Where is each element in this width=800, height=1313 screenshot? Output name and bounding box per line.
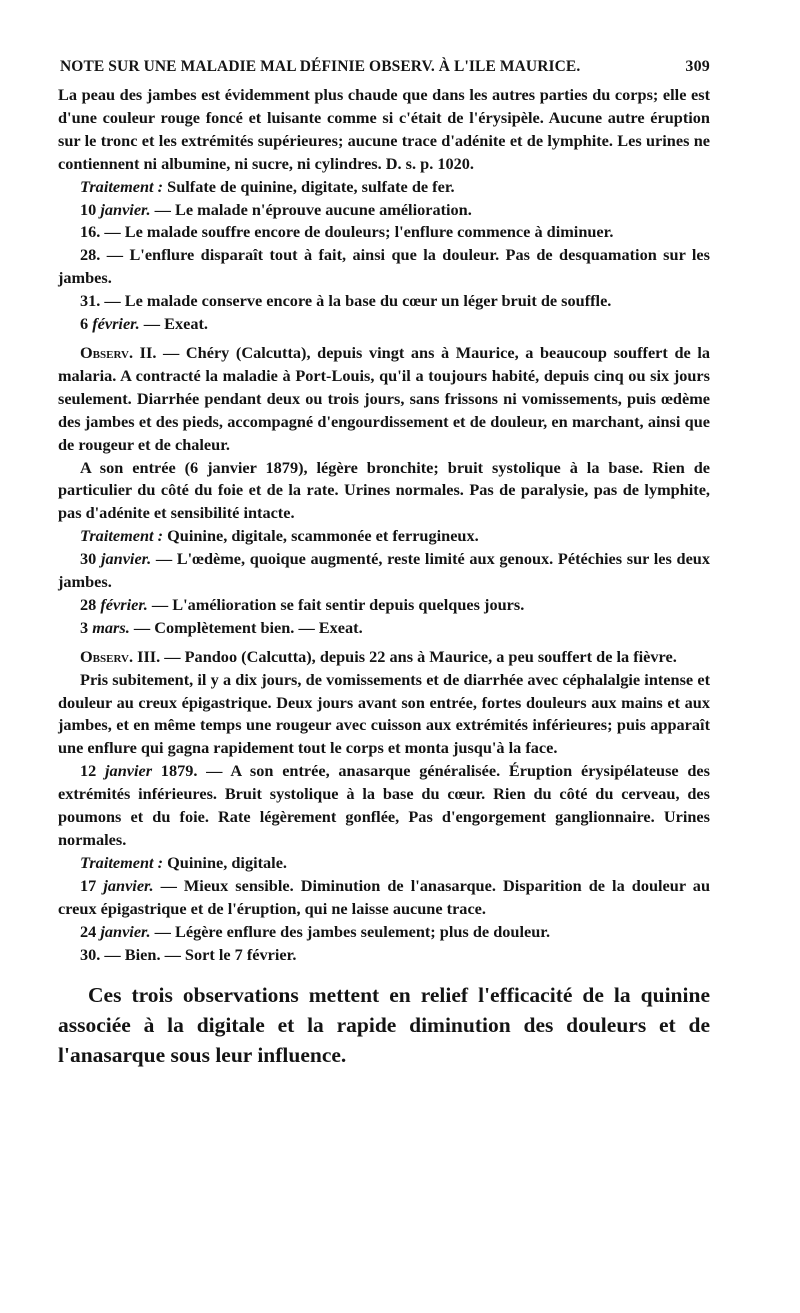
- paragraph-p4: [58, 221, 710, 244]
- page: [58, 58, 710, 1092]
- text-run: 24: [80, 921, 101, 941]
- text-run: — L'œdème, quoique augmenté, reste limité aux genoux. Pétéchies sur les deux jambes.: [58, 549, 711, 592]
- text-run: — Mieux sensible. Diminution de l'anasarque. Disparition de la douleur au creux épigastrique et de l'éruption, qui ne laisse aucune trace.: [58, 875, 710, 918]
- paragraph-p2: [58, 176, 710, 199]
- text-run: 30: [80, 549, 101, 569]
- text-run: 16. — Le malade souffre encore de douleurs; l'enflure commence à diminuer.: [80, 222, 614, 242]
- italic-text: janvier.: [103, 875, 154, 895]
- paragraph-p14: [58, 646, 710, 669]
- conclusion-paragraph: Ces trois observations mettent en relief l'efficacité de la quinine associée à la digitale et la rapide diminution des douleurs et de l'anasarque sous leur influence.: [58, 983, 710, 1068]
- italic-text: février.: [100, 594, 148, 614]
- paragraph-p7: [58, 313, 710, 336]
- text-run: 10: [80, 199, 101, 219]
- text-run: 31. — Le malade conserve encore à la base du cœur un léger bruit de souffle.: [80, 291, 612, 311]
- paragraph-p20: [58, 944, 710, 967]
- text-run: La peau des jambes est évidemment plus chaude que dans les autres parties du corps; elle est d'une couleur rouge foncé et luisante comme si c'était de l'érysipèle. Aucune autre éruption sur le tronc et les extrémités supérieures; aucune trace d'adénite et de lymphite. Les urines ne contiennent ni albumine, ni sucre, ni cylindres. D. s. p. 1020.: [58, 85, 710, 173]
- italic-text: mars.: [92, 617, 130, 637]
- italic-text: février.: [92, 314, 140, 334]
- text-run: — Légère enflure des jambes seulement; plus de douleur.: [150, 921, 551, 941]
- text-run: 30. — Bien. — Sort le 7 février.: [80, 944, 297, 964]
- italic-text: janvier: [105, 761, 153, 781]
- text-run: — Le malade n'éprouve aucune amélioration.: [150, 199, 472, 219]
- text-run: 3: [80, 617, 93, 637]
- text-run: 6: [80, 314, 93, 334]
- paragraph-p15: [58, 669, 710, 761]
- italic-text: Traitement :: [80, 526, 164, 546]
- italic-text: Traitement :: [80, 176, 164, 196]
- text-run: 28. — L'enflure disparaît tout à fait, ainsi que la douleur. Pas de desquamation sur les jambes.: [58, 245, 710, 288]
- text-run: A son entrée (6 janvier 1879), légère bronchite; bruit systolique à la base. Rien de particulier du côté du foie et de la rate. Urines normales. Pas de paralysie, pas de lymphite, pas d'adénite et sensibilité intacte.: [58, 457, 710, 523]
- paragraph-p5: [58, 244, 710, 290]
- paragraph-p12: [58, 594, 710, 617]
- italic-text: janvier.: [100, 199, 151, 219]
- text-run: Sulfate de quinine, digitate, sulfate de fer.: [163, 176, 455, 196]
- text-run: III. — Pandoo (Calcutta), depuis 22 ans à Maurice, a peu souffert de la fièvre.: [133, 646, 677, 666]
- text-run: 1879. — A son entrée, anasarque généralisée. Éruption érysipélateuse des extrémités inférieures. Bruit systolique à la base du cœur. Rien du côté du cerveau, des poumons et du foie. Rate légèrement gonflée, Pas d'engorgement ganglionnaire. Urines normales.: [58, 761, 710, 849]
- paragraph-p18: [58, 875, 710, 921]
- paragraph-p13: [58, 617, 710, 640]
- page-number: 309: [685, 58, 710, 75]
- paragraph-p3: [58, 199, 710, 222]
- paragraph-p10: [58, 525, 710, 548]
- running-head: [60, 58, 710, 76]
- text-run: Quinine, digitale, scammonée et ferrugineux.: [163, 526, 479, 546]
- text-run: — Complètement bien. — Exeat.: [129, 617, 363, 637]
- text-run: — Exeat.: [139, 314, 208, 334]
- paragraph-p9: [58, 457, 710, 526]
- text-run: Quinine, digitale.: [163, 852, 288, 872]
- paragraph-p8: [58, 342, 710, 457]
- text-run: — L'amélioration se fait sentir depuis quelques jours.: [147, 594, 525, 614]
- paragraph-p11: [58, 548, 710, 594]
- italic-text: janvier.: [100, 921, 151, 941]
- paragraph-p17: [58, 852, 710, 875]
- small-caps-text: Observ.: [80, 342, 134, 362]
- paragraph-p1: [58, 84, 710, 176]
- paragraph-p6: [58, 290, 710, 313]
- text-run: II. — Chéry (Calcutta), depuis vingt ans à Maurice, a beaucoup souffert de la malaria. A contracté la maladie à Port-Louis, qu'il a toujours habité, depuis cinq ou six jours seulement. Diarrhée pendant deux ou trois jours, sans frissons ni vomissements, puis œdème des jambes et des pieds, accompagné d'engourdissement et de douleur, en marchant, ainsi que de rougeur et de chaleur.: [58, 342, 710, 454]
- text-run: Pris subitement, il y a dix jours, de vomissements et de diarrhée avec céphalalgie intense et douleur au creux épigastrique. Deux jours avant son entrée, fortes douleurs aux mains et aux jambes, et en même temps une rougeur avec cuisson aux extrémités inférieures; puis apparaît une enflure qui gagna rapidement tout le corps et monta jusqu'à la face.: [58, 669, 710, 758]
- italic-text: janvier.: [100, 549, 152, 569]
- text-run: 17: [80, 875, 104, 895]
- text-run: 12: [80, 761, 106, 781]
- text-run: 28: [80, 594, 101, 614]
- paragraph-p16: [58, 760, 710, 852]
- italic-text: Traitement :: [80, 852, 164, 872]
- small-caps-text: Observ.: [80, 646, 134, 666]
- running-title: NOTE SUR UNE MALADIE MAL DÉFINIE OBSERV. À L'ILE MAURICE.: [60, 58, 581, 75]
- paragraph-p19: [58, 921, 710, 944]
- body-text: [58, 84, 710, 966]
